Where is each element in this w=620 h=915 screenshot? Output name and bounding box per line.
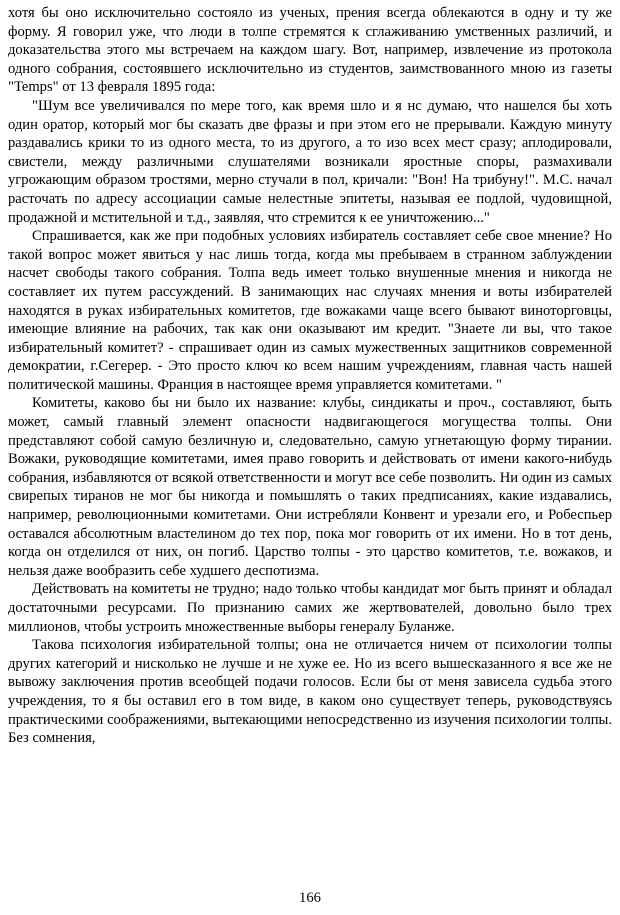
paragraph-psychology: Такова психология избирательной толпы; она не отличается ничем от психологии толпы других категорий и нисколько не лучше и не хуже ее. Но из всего вышесказанного я все же не вывожу заключения против всеобщей подачи голосов. Если бы от меня зависела судьба этого учреждения, то я бы оставил его в том виде, в каком оно существует теперь, руководствуясь практическими соображениями, вытекающими непосредственно из изучения психологии толпы. Без сомнения,: [8, 637, 612, 747]
paragraph-voter-opinion: Спрашивается, как же при подобных условиях избиратель составляет себе свое мнение? Но такой вопрос может явиться у нас лишь тогда, когда мы пребываем в странном заблуждении насчет свободы такого собрания. Толпа ведь имеет только внушенные мнения и никогда не составляет их путем рассуждений. В занимающих нас случаях мнения и воты избирателей находятся в руках избирательных комитетов, где вожаками чаще всего бывают виноторговцы, имеющие влияние на рабочих, так как они оказывают им кредит. "Знаете ли вы, что такое избирательный комитет? - спрашивает один из самых мужественных защитников современной демократии, г.Сегерер. - Это просто ключ ко всем нашим учреждениям, главная часть нашей политической машины. Франция в настоящее время управляется комитетами. ": [8, 228, 612, 393]
paragraph-committees: Комитеты, каково бы ни было их название: клубы, синдикаты и проч., составляют, быть может, самый главный элемент опасности надвигающегося могущества толпы. Они представляют собой самую безличную и, следовательно, самую угнетающую форму тирании. Вожаки, руководящие комитетами, имея право говорить и действовать от имени какого-нибудь собрания, избавляются от всякой ответственности и могут все себе позволить. Ни один из самых свирепых тиранов не мог бы никогда и помышлять о таких предписаниях, какие издавались, например, революционными комитетами. Они истребляли Конвент и урезали его, и Робеспьер оставался абсолютным властелином до тех пор, пока мог говорить от их имени. Но в тот день, когда он отделился от них, он погиб. Царство толпы - это царство комитетов, т.е. вожаков, и нельзя даже вообразить себе худшего деспотизма.: [8, 395, 612, 579]
paragraph-quote: "Шум все увеличивался по мере того, как время шло и я нс думаю, что нашелся бы хоть один оратор, который мог бы сказать две фразы и при этом его не прерывали. Каждую минуту раздавались крики то из одного места, то из другого, а то изо всех мест сразу; аплодировали, свистели, между различными слушателями возникали яростные споры, размахивали угрожающим образом тростями, мерно стучали в пол, кричали: "Вон! На трибуну!". М.С. начал расточать по адресу ассоциации самые нелестные эпитеты, называя ее подлой, чудовищной, продажной и мстительной и т.д., заявляя, что стремится к ее уничтожению...": [8, 97, 612, 226]
paragraph-continuation: хотя бы оно исключительно состояло из ученых, прения всегда облекаются в одну и ту же форму. Я говорил уже, что люди в толпе стремятся к сглаживанию умственных различий, и доказательства этого мы встречаем на каждом шагу. Вот, например, извлечение из протокола одного собрания, состоявшего исключительно из студентов, заимствованного мною из газеты "Temps" от 13 февраля 1895 года:: [8, 5, 612, 96]
page-number: 166: [299, 890, 321, 906]
paragraph-influence: Действовать на комитеты не трудно; надо только чтобы кандидат мог быть принят и обладал достаточными ресурсами. По признанию самих же жертвователей, довольно было трех миллионов, чтобы устроить множественные выборы генералу Буланже.: [8, 581, 612, 635]
